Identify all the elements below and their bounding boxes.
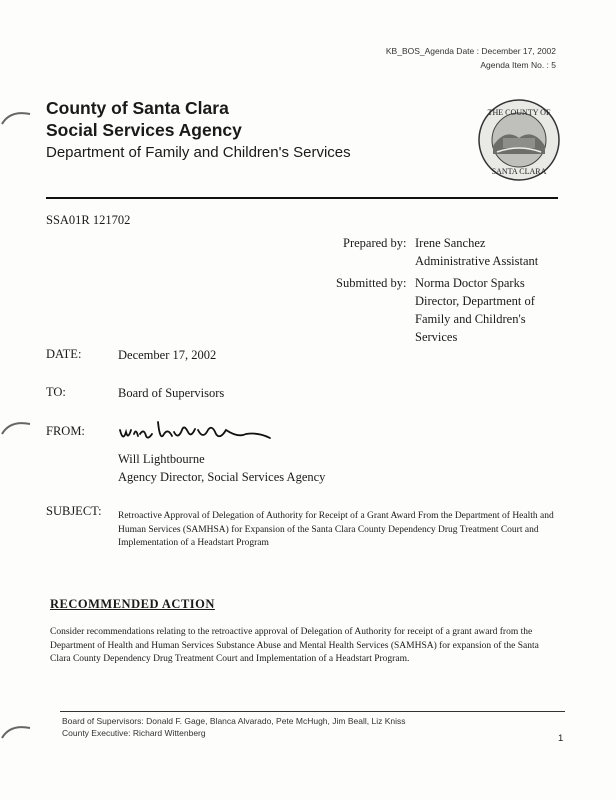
subject-label: SUBJECT: — [46, 504, 102, 518]
svg-text:THE COUNTY OF: THE COUNTY OF — [487, 108, 551, 117]
prepared-by-value — [415, 234, 538, 270]
header-divider — [46, 197, 558, 199]
department-name: Department of Family and Children's Services — [46, 144, 351, 161]
agenda-info — [386, 44, 556, 72]
submitter-title-line: Director, Department of — [415, 294, 535, 308]
subject-value: Retroactive Approval of Delegation of Authority for Receipt of a Grant Award From the Department of Health and Human Services (SAMHSA) for Expansion of the Santa Clara County Dependency Drug Treatment Court and Implementation of a Headstart Program — [118, 511, 554, 548]
from-name: Will Lightbourne — [118, 452, 205, 466]
agenda-item-number: Agenda Item No. : 5 — [480, 60, 556, 70]
date-value: December 17, 2002 — [118, 348, 217, 362]
preparer-title: Administrative Assistant — [415, 254, 539, 268]
to-value: Board of Supervisors — [118, 386, 225, 400]
recommended-action-heading: RECOMMENDED ACTION — [50, 597, 215, 611]
agenda-date: KB_BOS_Agenda Date : December 17, 2002 — [385, 46, 556, 56]
submitted-by-value — [415, 274, 535, 346]
binder-hole-mark — [0, 108, 34, 126]
preparer-name: Irene Sanchez — [415, 236, 486, 250]
document-id: SSA01R 121702 — [46, 213, 131, 227]
signature-icon — [118, 418, 278, 448]
from-title: Agency Director, Social Services Agency — [118, 470, 326, 484]
recommended-action-text: Consider recommendations relating to the retroactive approval of Delegation of Authority for receipt of a grant award from the Department of Health and Human Services Substance Abuse and Mental Health Services (SAMHSA) for expansion of the Santa Clara County Dependency Drug Treatment Court and Implementation of a Headstart Program. — [50, 627, 539, 664]
binder-hole-mark — [0, 418, 34, 436]
footer-county-executive: County Executive: Richard Wittenberg — [62, 728, 206, 738]
from-value — [118, 450, 325, 486]
county-seal-icon — [477, 98, 561, 182]
binder-hole-mark — [0, 722, 34, 740]
prepared-by-label: Prepared by: — [343, 236, 407, 250]
footer-divider — [60, 711, 565, 712]
from-label: FROM: — [46, 424, 85, 438]
submitter-title-line: Family and Children's — [415, 312, 526, 326]
date-label: DATE: — [46, 347, 82, 361]
footer-board-members: Board of Supervisors: Donald F. Gage, Blanca Alvarado, Pete McHugh, Jim Beall, Liz Kniss — [62, 716, 406, 726]
svg-text:SANTA CLARA: SANTA CLARA — [491, 167, 547, 176]
page-number: 1 — [558, 733, 564, 744]
submitter-name: Norma Doctor Sparks — [415, 276, 525, 290]
submitter-title-line: Services — [415, 330, 458, 344]
to-label: TO: — [46, 385, 66, 399]
agency-name: Social Services Agency — [46, 120, 242, 140]
submitted-by-label: Submitted by: — [336, 276, 407, 290]
county-name: County of Santa Clara — [46, 98, 229, 118]
footer — [62, 715, 405, 739]
